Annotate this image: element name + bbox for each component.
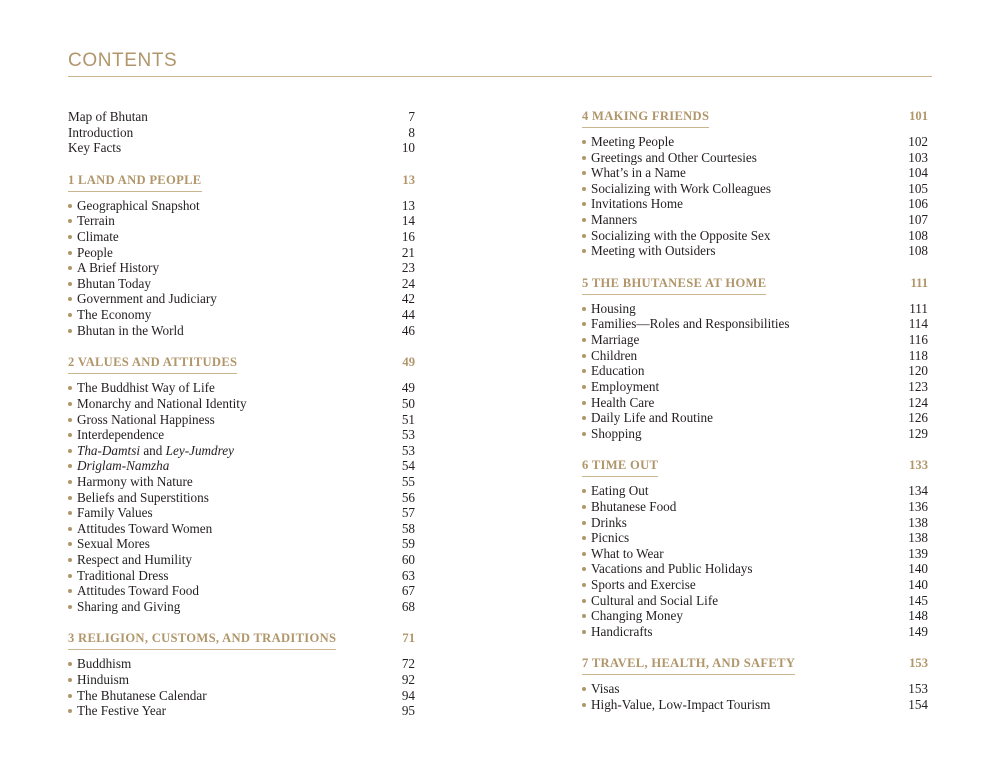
- toc-entry-label: Geographical Snapshot: [77, 197, 200, 213]
- bullet-icon: [68, 709, 72, 713]
- toc-entry[interactable]: [582, 348, 928, 364]
- toc-entry-label: Employment: [591, 378, 660, 394]
- chapter-entries: [68, 198, 415, 338]
- chapter-entries: [582, 483, 928, 639]
- toc-entry[interactable]: [582, 395, 928, 411]
- toc-entry-page: 139: [908, 545, 928, 561]
- toc-entry-label: Vacations and Public Holidays: [591, 561, 753, 577]
- bullet-icon: [68, 266, 72, 270]
- bullet-icon: [582, 156, 586, 160]
- bullet-icon: [68, 204, 72, 208]
- toc-entry[interactable]: [582, 212, 928, 228]
- toc-entry[interactable]: [582, 426, 928, 442]
- toc-entry[interactable]: [582, 681, 928, 697]
- toc-entry[interactable]: [68, 291, 415, 307]
- toc-entry-page: 58: [401, 520, 415, 536]
- toc-entry-page: 105: [908, 180, 928, 196]
- toc-entry-label: Eating Out: [591, 483, 649, 499]
- toc-entry[interactable]: [68, 474, 415, 490]
- bullet-icon: [582, 140, 586, 144]
- bullet-icon: [582, 416, 586, 420]
- bullet-icon: [582, 432, 586, 436]
- bullet-icon: [68, 558, 72, 562]
- toc-entry[interactable]: [582, 593, 928, 609]
- toc-entry-page: 44: [401, 307, 415, 323]
- toc-entry-page: 56: [401, 489, 415, 505]
- toc-entry-page: 24: [401, 275, 415, 291]
- toc-entry-page: 54: [401, 458, 415, 474]
- bullet-icon: [582, 687, 586, 691]
- chapter-page: 71: [402, 631, 415, 646]
- chapter-title: 2 VALUES AND ATTITUDES: [68, 355, 237, 374]
- toc-entry-label: Changing Money: [591, 608, 683, 624]
- chapter-heading[interactable]: [582, 276, 928, 292]
- toc-entry[interactable]: [582, 577, 928, 593]
- toc-entry-page: 49: [401, 380, 415, 396]
- toc-entry[interactable]: [68, 323, 415, 339]
- toc-entry[interactable]: [68, 125, 415, 141]
- toc-entry[interactable]: [582, 316, 928, 332]
- toc-entry-page: 140: [908, 577, 928, 593]
- toc-entry-page: 42: [401, 291, 415, 307]
- bullet-icon: [582, 322, 586, 326]
- toc-entry-page: 108: [908, 243, 928, 259]
- bullet-icon: [68, 589, 72, 593]
- toc-entry-label: The Economy: [77, 307, 152, 323]
- toc-entry-page: 92: [401, 672, 415, 688]
- toc-entry-label: Key Facts: [68, 140, 122, 156]
- chapter-page: 13: [402, 172, 415, 187]
- toc-entry[interactable]: [68, 276, 415, 292]
- toc-entry[interactable]: [68, 213, 415, 229]
- toc-entry-page: 16: [401, 229, 415, 245]
- chapter-title: 5 THE BHUTANESE AT HOME: [582, 276, 766, 295]
- toc-entry-page: 53: [401, 427, 415, 443]
- toc-entry-page: 153: [908, 681, 928, 697]
- bullet-icon: [582, 521, 586, 525]
- toc-entry[interactable]: [582, 134, 928, 150]
- toc-entry-label: Greetings and Other Courtesies: [591, 149, 757, 165]
- toc-entry-page: 10: [401, 140, 415, 156]
- toc-entry[interactable]: [68, 443, 415, 459]
- toc-entry-label: Daily Life and Routine: [591, 410, 713, 426]
- toc-entry[interactable]: [68, 521, 415, 537]
- toc-entry[interactable]: [582, 228, 928, 244]
- toc-entry-label: Socializing with Work Colleagues: [591, 180, 771, 196]
- toc-entry-label: High-Value, Low-Impact Tourism: [591, 697, 771, 713]
- chapter-heading[interactable]: [68, 173, 415, 189]
- toc-entry-label-italic: Ley-Jumdrey: [165, 442, 235, 458]
- toc-entry[interactable]: [68, 583, 415, 599]
- chapter-entries: [68, 380, 415, 614]
- toc-entry-page: 123: [908, 378, 928, 394]
- toc-entry[interactable]: [68, 198, 415, 214]
- bullet-icon: [582, 385, 586, 389]
- toc-entry[interactable]: [582, 150, 928, 166]
- toc-left-column: [68, 109, 415, 719]
- toc-entry[interactable]: [68, 245, 415, 261]
- bullet-icon: [582, 234, 586, 238]
- bullet-icon: [68, 694, 72, 698]
- toc-entry[interactable]: [68, 427, 415, 443]
- bullet-icon: [68, 574, 72, 578]
- toc-entry-label-italic: Tha-Damtsi: [77, 442, 141, 458]
- toc-entry[interactable]: [68, 552, 415, 568]
- toc-entry-label: Gross National Happiness: [77, 411, 215, 427]
- toc-entry[interactable]: [582, 165, 928, 181]
- chapter-title: 4 MAKING FRIENDS: [582, 109, 709, 128]
- toc-entry-label: Sports and Exercise: [591, 577, 696, 593]
- chapter-page: 133: [909, 458, 928, 473]
- toc-entry-label: People: [77, 244, 113, 260]
- toc-entry-page: 46: [401, 322, 415, 338]
- toc-entry-label: Hinduism: [77, 672, 130, 688]
- bullet-icon: [582, 171, 586, 175]
- toc-entry-label: Interdependence: [77, 427, 165, 443]
- bullet-icon: [68, 402, 72, 406]
- toc-entry-label: Family Values: [77, 505, 153, 521]
- bullet-icon: [582, 218, 586, 222]
- bullet-icon: [582, 703, 586, 707]
- chapter-heading[interactable]: [582, 458, 928, 474]
- toc-entry[interactable]: [68, 599, 415, 615]
- bullet-icon: [582, 505, 586, 509]
- toc-entry[interactable]: [68, 656, 415, 672]
- bullet-icon: [68, 329, 72, 333]
- bullet-icon: [582, 567, 586, 571]
- toc-entry-label: Picnics: [591, 530, 630, 546]
- bullet-icon: [68, 235, 72, 239]
- toc-entry-label: Bhutan in the World: [77, 322, 184, 338]
- chapter-entries: [582, 301, 928, 441]
- toc-entry-page: 68: [401, 598, 415, 614]
- toc-entry-page: 55: [401, 473, 415, 489]
- toc-entry-page: 149: [908, 623, 928, 639]
- chapter-heading[interactable]: [582, 656, 928, 672]
- toc-entry-page: 67: [401, 583, 415, 599]
- bullet-icon: [68, 662, 72, 666]
- toc-entry-label: The Bhutanese Calendar: [77, 687, 207, 703]
- toc-entry-page: 103: [908, 149, 928, 165]
- toc-entry-label: Driglam-Namzha: [77, 458, 170, 474]
- bullet-icon: [582, 401, 586, 405]
- bullet-icon: [68, 297, 72, 301]
- chapter-heading[interactable]: [68, 355, 415, 371]
- toc-entry-label: Meeting People: [591, 134, 675, 149]
- toc-entry-page: 124: [908, 394, 928, 410]
- bullet-icon: [68, 511, 72, 515]
- toc-entry-page: 138: [908, 514, 928, 530]
- chapter-title: 7 TRAVEL, HEALTH, AND SAFETY: [582, 656, 795, 675]
- toc-entry-page: 95: [401, 703, 415, 719]
- toc-entry-page: 106: [908, 196, 928, 212]
- toc-entry-label: Traditional Dress: [77, 567, 169, 583]
- toc-entry-page: 120: [908, 363, 928, 379]
- bullet-icon: [68, 449, 72, 453]
- toc-entry[interactable]: [582, 530, 928, 546]
- toc-entry-page: 118: [908, 347, 928, 363]
- toc-entry-label: Attitudes Toward Women: [77, 520, 213, 536]
- toc-entry-label: The Buddhist Way of Life: [77, 380, 215, 396]
- bullet-icon: [68, 433, 72, 437]
- toc-entry[interactable]: [582, 608, 928, 624]
- toc-entry-page: 14: [401, 213, 415, 229]
- toc-entry-page: 108: [908, 227, 928, 243]
- toc-entry-page: 8: [408, 124, 415, 140]
- bullet-icon: [68, 496, 72, 500]
- toc-entry-page: 116: [908, 332, 928, 348]
- toc-entry-label: Sexual Mores: [77, 536, 150, 552]
- bullet-icon: [68, 678, 72, 682]
- toc-entry-label: Terrain: [77, 213, 115, 229]
- toc-entry-page: 148: [908, 608, 928, 624]
- toc-entry-page: 21: [401, 244, 415, 260]
- toc-entry-label: Attitudes Toward Food: [77, 583, 199, 599]
- toc-entry-page: 63: [401, 567, 415, 583]
- toc-entry-page: 13: [401, 197, 415, 213]
- toc-entry-label: Introduction: [68, 124, 134, 140]
- toc-entry-page: 53: [401, 442, 415, 458]
- bullet-icon: [68, 219, 72, 223]
- bullet-icon: [68, 527, 72, 531]
- toc-entry-label: Bhutan Today: [77, 275, 151, 291]
- bullet-icon: [582, 536, 586, 540]
- toc-entry[interactable]: [68, 380, 415, 396]
- bullet-icon: [68, 386, 72, 390]
- toc-entry-page: 50: [401, 395, 415, 411]
- toc-entry-label: Invitations Home: [591, 196, 683, 212]
- toc-entry-label: Education: [591, 363, 645, 379]
- toc-entry-page: 23: [401, 260, 415, 276]
- bullet-icon: [68, 251, 72, 255]
- title-rule: [68, 76, 932, 77]
- bullet-icon: [582, 202, 586, 206]
- chapter-entries: [582, 134, 928, 259]
- toc-entry-page: 60: [401, 552, 415, 568]
- toc-entry-page: 7: [408, 109, 415, 124]
- toc-entry-label: Visas: [591, 681, 620, 697]
- chapter-page: 153: [909, 656, 928, 671]
- toc-entry-label: Bhutanese Food: [591, 498, 677, 514]
- toc-entry[interactable]: [68, 505, 415, 521]
- toc-entry-label: Respect and Humility: [77, 552, 193, 568]
- toc-entry-label: Handicrafts: [591, 623, 653, 639]
- toc-entry[interactable]: [68, 688, 415, 704]
- bullet-icon: [582, 338, 586, 342]
- toc-entry-label: A Brief History: [77, 260, 160, 276]
- toc-entry[interactable]: [68, 229, 415, 245]
- bullet-icon: [582, 354, 586, 358]
- page-title: CONTENTS: [68, 50, 178, 71]
- toc-entry[interactable]: [582, 697, 928, 713]
- toc-entry-label: What’s in a Name: [591, 165, 686, 181]
- toc-entry[interactable]: [582, 196, 928, 212]
- toc-entry[interactable]: [68, 536, 415, 552]
- toc-entry-label: Government and Judiciary: [77, 291, 217, 307]
- bullet-icon: [582, 599, 586, 603]
- chapter-page: 101: [909, 109, 928, 123]
- bullet-icon: [68, 480, 72, 484]
- toc-entry-label: Manners: [591, 212, 638, 228]
- toc-entry[interactable]: [68, 260, 415, 276]
- toc-entry-label: Map of Bhutan: [68, 109, 148, 124]
- toc-entry[interactable]: [582, 301, 928, 317]
- chapter-page: 111: [910, 275, 928, 290]
- bullet-icon: [582, 630, 586, 634]
- chapter-entries: [582, 681, 928, 712]
- toc-entry-page: 107: [908, 212, 928, 228]
- toc-entry[interactable]: [582, 515, 928, 531]
- bullet-icon: [582, 307, 586, 311]
- bullet-icon: [68, 605, 72, 609]
- toc-entry-page: 145: [908, 592, 928, 608]
- toc-entry-label: The Festive Year: [77, 703, 167, 719]
- toc-right-column: [582, 109, 928, 713]
- toc-entry-page: 94: [401, 687, 415, 703]
- toc-entry-label-joiner: and: [140, 442, 166, 458]
- toc-entry-label: Beliefs and Superstitions: [77, 489, 209, 505]
- toc-entry-page: 102: [908, 134, 928, 149]
- toc-entry[interactable]: [582, 181, 928, 197]
- toc-entry[interactable]: [582, 546, 928, 562]
- toc-entry[interactable]: [582, 379, 928, 395]
- toc-entry-label: Meeting with Outsiders: [591, 243, 716, 259]
- bullet-icon: [582, 249, 586, 253]
- toc-entry-page: 126: [908, 410, 928, 426]
- bullet-icon: [582, 369, 586, 373]
- toc-entry[interactable]: [582, 483, 928, 499]
- toc-entry-page: 138: [908, 530, 928, 546]
- toc-entry-label: Health Care: [591, 394, 655, 410]
- chapter-page: 49: [402, 355, 415, 370]
- toc-entry-label: Families—Roles and Responsibilities: [591, 316, 790, 332]
- toc-entry-page: 129: [908, 425, 928, 441]
- toc-entry-page: 59: [401, 536, 415, 552]
- toc-entry[interactable]: [68, 307, 415, 323]
- toc-entry-label: Shopping: [591, 425, 642, 441]
- toc-entry-page: 72: [401, 656, 415, 672]
- toc-entry[interactable]: [68, 458, 415, 474]
- toc-entry-label: Socializing with the Opposite Sex: [591, 227, 771, 243]
- toc-entry-label: Marriage: [591, 332, 640, 348]
- bullet-icon: [68, 542, 72, 546]
- toc-entry[interactable]: [68, 490, 415, 506]
- bullet-icon: [68, 418, 72, 422]
- chapter-heading[interactable]: [582, 109, 928, 125]
- toc-entry-page: 114: [908, 316, 928, 332]
- toc-entry-label: Sharing and Giving: [77, 598, 181, 614]
- bullet-icon: [68, 464, 72, 468]
- chapter-heading[interactable]: [68, 631, 415, 647]
- front-matter-list: [68, 109, 415, 156]
- chapter-entries: [68, 656, 415, 718]
- toc-entry-label: Housing: [591, 300, 636, 316]
- toc-entry-label: Buddhism: [77, 656, 132, 672]
- bullet-icon: [582, 583, 586, 587]
- toc-entry[interactable]: [582, 561, 928, 577]
- chapter-title: 1 LAND AND PEOPLE: [68, 173, 202, 192]
- toc-entry-label: Cultural and Social Life: [591, 592, 719, 608]
- toc-entry[interactable]: [68, 140, 415, 156]
- toc-entry[interactable]: [582, 332, 928, 348]
- toc-entry-label: What to Wear: [591, 545, 664, 561]
- toc-entry[interactable]: [582, 363, 928, 379]
- toc-entry-label: Drinks: [591, 514, 627, 530]
- toc-entry-page: 111: [909, 300, 928, 316]
- toc-entry[interactable]: [582, 499, 928, 515]
- chapter-title: 6 TIME OUT: [582, 458, 658, 477]
- bullet-icon: [582, 187, 586, 191]
- toc-entry[interactable]: [68, 568, 415, 584]
- bullet-icon: [582, 614, 586, 618]
- toc-entry-label: Harmony with Nature: [77, 473, 193, 489]
- chapter-title: 3 RELIGION, CUSTOMS, AND TRADITIONS: [68, 631, 336, 650]
- toc-entry-label: Climate: [77, 229, 119, 245]
- toc-entry-page: 154: [908, 697, 928, 713]
- toc-entry[interactable]: [68, 396, 415, 412]
- toc-entry-page: 104: [908, 165, 928, 181]
- bullet-icon: [582, 552, 586, 556]
- toc-entry-label: Monarchy and National Identity: [77, 395, 247, 411]
- toc-entry[interactable]: [68, 672, 415, 688]
- toc-entry-page: 134: [908, 483, 928, 499]
- toc-entry[interactable]: [582, 243, 928, 259]
- toc-entry[interactable]: [582, 624, 928, 640]
- toc-entry[interactable]: [68, 109, 415, 125]
- toc-entry[interactable]: [68, 412, 415, 428]
- toc-entry-page: 51: [401, 411, 415, 427]
- toc-entry-page: 136: [908, 498, 928, 514]
- bullet-icon: [68, 282, 72, 286]
- toc-entry[interactable]: [68, 703, 415, 719]
- toc-entry[interactable]: [582, 410, 928, 426]
- toc-entry-label: Children: [591, 347, 638, 363]
- bullet-icon: [582, 489, 586, 493]
- toc-entry-page: 140: [908, 561, 928, 577]
- toc-entry-page: 57: [401, 505, 415, 521]
- bullet-icon: [68, 313, 72, 317]
